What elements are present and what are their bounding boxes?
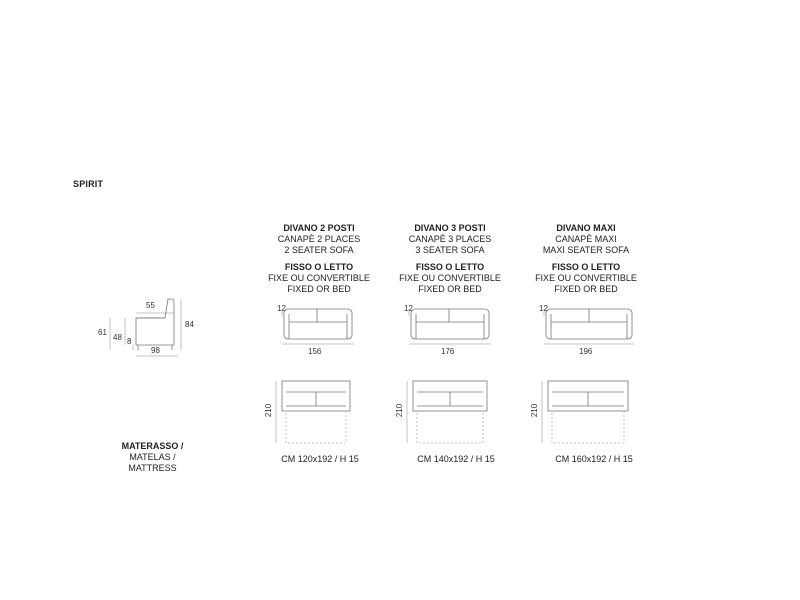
product-name: DIVANO 3 POSTI: [414, 223, 486, 233]
mattress-size-3-seater: CM 140x192 / H 15: [417, 454, 495, 464]
dim-leg-height: 8: [127, 337, 132, 346]
mattress-label-it: MATERASSO /: [121, 441, 184, 451]
dim-width-2-seater: 156: [308, 347, 322, 356]
sofa-front-3-seater: [409, 309, 491, 344]
dim-arm-maxi: 12: [539, 304, 548, 313]
dim-depth: 98: [151, 346, 160, 355]
page-title: SPIRIT: [73, 179, 104, 189]
mattress-size-maxi: CM 160x192 / H 15: [555, 454, 633, 464]
dim-open-2-seater: 210: [264, 403, 274, 418]
product-name-en: MAXI SEATER SOFA: [542, 245, 630, 255]
product-type-fr: FIXE OU CONVERTIBLE: [535, 273, 637, 283]
product-type-en: FIXED OR BED: [287, 284, 351, 294]
product-type-fr: FIXE OU CONVERTIBLE: [268, 273, 370, 283]
column-maxi: [511, 223, 661, 295]
dim-width-3-seater: 176: [441, 347, 455, 356]
dim-total-height: 61: [98, 328, 107, 337]
product-type-en: FIXED OR BED: [418, 284, 482, 294]
mattress-label-en: MATTRESS: [128, 463, 177, 473]
dim-seat-height: 48: [113, 333, 122, 342]
dim-open-maxi: 210: [530, 403, 540, 418]
dim-width-maxi: 196: [579, 347, 593, 356]
column-3-seater: [375, 223, 525, 295]
mattress-label: [90, 441, 215, 474]
dim-open-3-seater: 210: [395, 403, 405, 418]
product-type: FISSO O LETTO: [415, 262, 485, 272]
sofa-front-2-seater: [282, 309, 354, 344]
product-name-fr: CANAPÈ 3 PLACES: [408, 234, 492, 244]
dim-arm-3-seater: 12: [404, 304, 413, 313]
product-type: FISSO O LETTO: [284, 262, 354, 272]
product-name-fr: CANAPÈ MAXI: [555, 234, 617, 244]
product-type-fr: FIXE OU CONVERTIBLE: [399, 273, 501, 283]
sofa-open-2-seater: [276, 381, 350, 443]
mattress-label-fr: MATELAS /: [129, 452, 176, 462]
sofa-front-maxi: [544, 309, 634, 344]
product-name-en: 3 SEATER SOFA: [415, 245, 485, 255]
product-type: FISSO O LETTO: [551, 262, 621, 272]
sofa-open-3-seater: [407, 381, 487, 443]
product-name: DIVANO MAXI: [556, 223, 616, 233]
sofa-open-maxi: [542, 381, 628, 443]
product-name-fr: CANAPÈ 2 PLACES: [277, 234, 361, 244]
product-type-en: FIXED OR BED: [554, 284, 618, 294]
dim-arm-2-seater: 12: [277, 304, 286, 313]
column-2-seater: [244, 223, 394, 295]
product-name-en: 2 SEATER SOFA: [284, 245, 354, 255]
dim-seat-depth: 55: [146, 301, 155, 310]
product-name: DIVANO 2 POSTI: [283, 223, 355, 233]
dim-back-height: 84: [185, 320, 194, 329]
mattress-size-2-seater: CM 120x192 / H 15: [281, 454, 359, 464]
